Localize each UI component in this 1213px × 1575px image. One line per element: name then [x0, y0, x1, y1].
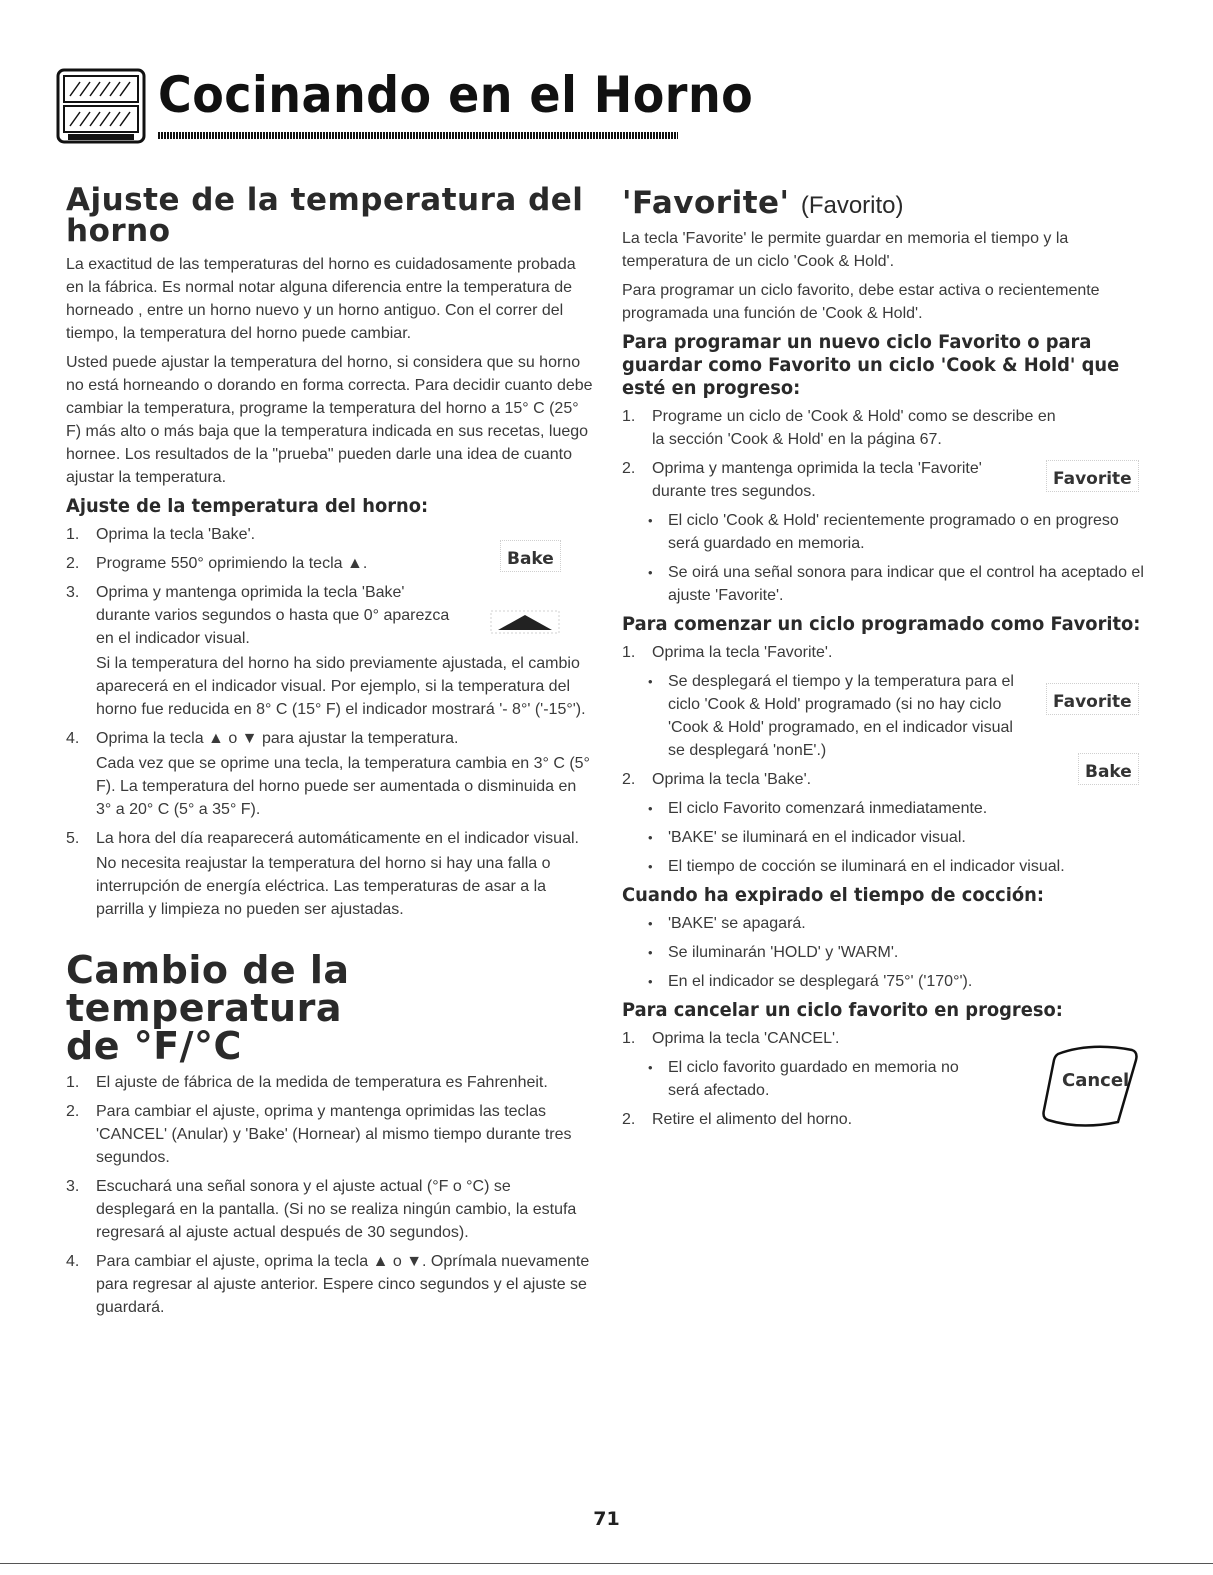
list-item: 1. Oprima la tecla 'Favorite'.: [622, 644, 833, 661]
list-item: 3. Escuchará una señal sonora y el ajuste actual (°F o °C) se desplegará en la pantalla. (Si no se realiza ningún cambio, la estufa regresará al ajuste actual después de 30 segundos).: [66, 1178, 577, 1241]
subheading: Ajuste de la temperatura del horno:: [66, 495, 429, 517]
up-arrow-key-icon[interactable]: [490, 610, 560, 634]
list-item: • El ciclo favorito guardado en memoria no será afectado.: [622, 1056, 1154, 1102]
section-title-favorite: 'Favorite' (Favorito): [622, 185, 904, 221]
paragraph: La exactitud de las temperaturas del horno es cuidadosamente probada en la fábrica. Es normal notar alguna diferencia entre la temperatura de horneado , entre un horno nuevo y un horno antiguo. Con el correr del tiempo, la temperatura del horno puede cambiar.: [66, 256, 576, 342]
steps-list: [622, 641, 1154, 664]
bullet-list: [622, 509, 1154, 607]
bullet-list: [622, 797, 1154, 878]
list-item: 1. Oprima la tecla 'CANCEL'.: [622, 1030, 840, 1047]
list-item: 1. Programe un ciclo de 'Cook & Hold' como se describe en la sección 'Cook & Hold' en la página 67.: [622, 408, 1056, 448]
section-title-temp-units: Cambio de la temperatura de °F/°C: [66, 948, 350, 1068]
bake-key[interactable]: Bake: [1078, 753, 1139, 785]
list-note: Si la temperatura del horno ha sido previamente ajustada, el cambio aparecerá en el indicador visual. Por ejemplo, si la temperatura del horno fue reducida en 8° C (15° F) el indicador mostrará '- 8°' ('-15°').: [96, 655, 586, 718]
steps-list: [66, 523, 594, 921]
steps-list: [66, 1071, 594, 1319]
list-item: 2. Oprima y mantenga oprimida la tecla 'Favorite' durante tres segundos.: [622, 460, 982, 500]
right-column: [622, 185, 1154, 1137]
list-note: Cada vez que se oprime una tecla, la temperatura cambia en 3° C (5° F). La temperatura del horno puede ser aumentada o disminuida en 3° a 20° C (5° a 35° F).: [96, 755, 590, 818]
list-item: • Se iluminarán 'HOLD' y 'WARM'.: [622, 941, 1154, 964]
left-column: [66, 182, 594, 1325]
list-item: • El ciclo Favorito comenzará inmediatamente.: [622, 797, 1154, 820]
list-item: 3. Oprima y mantenga oprimida la tecla 'Bake' durante varios segundos o hasta que 0° aparezca en el indicador visual.: [66, 584, 450, 647]
bake-key[interactable]: Bake: [500, 540, 561, 572]
list-item: • El ciclo 'Cook & Hold' recientemente programado o en progreso será guardado en memoria.: [622, 509, 1154, 555]
list-item: • 'BAKE' se iluminará en el indicador visual.: [622, 826, 1154, 849]
list-item: • 'BAKE' se apagará.: [622, 912, 1154, 935]
oven-icon: [56, 68, 146, 148]
list-item: 2. Oprima la tecla 'Bake'.: [622, 771, 812, 788]
paragraph: Usted puede ajustar la temperatura del horno, si considera que su horno no está horneando o dorando en forma correcta. Para decidir cuanto debe cambiar la temperatura, programe la temperatura del horno a 15° C (25° F) más alto o más baja que la temperatura indicada en sus recetas, luego hornee. Los resultados de la "prueba" pueden darle una idea de cuanto ajustar la temperatura.: [66, 354, 593, 486]
list-item: 2. Programe 550° oprimiendo la tecla ▲.: [66, 555, 368, 572]
list-item: 1. Oprima la tecla 'Bake'.: [66, 526, 256, 543]
paragraph: Para programar un ciclo favorito, debe estar activa o recientemente programada una función de 'Cook & Hold'.: [622, 282, 1100, 322]
favorite-key[interactable]: Favorite: [1046, 683, 1139, 715]
subheading: Para cancelar un ciclo favorito en progreso:: [622, 999, 1063, 1021]
list-note: No necesita reajustar la temperatura del horno si hay una falla o interrupción de energía eléctrica. Las temperaturas de asar a la parrilla y limpieza no pueden ser ajustadas.: [96, 855, 551, 918]
cancel-key-label: Cancel: [1062, 1070, 1130, 1091]
page-number: 71: [593, 1508, 620, 1530]
subheading: Para comenzar un ciclo programado como Favorito:: [622, 613, 1141, 635]
list-item: 2. Para cambiar el ajuste, oprima y mantenga oprimidas las teclas 'CANCEL' (Anular) y 'Bake' (Hornear) al mismo tiempo durante tres segundos.: [66, 1103, 572, 1166]
subheading: Cuando ha expirado el tiempo de cocción:: [622, 884, 1045, 906]
section-title-oven-temp: Ajuste de la temperatura del horno: [66, 182, 584, 249]
bullet-list: [622, 912, 1154, 993]
divider: [0, 1563, 1213, 1564]
list-item: 4. Oprima la tecla ▲ o ▼ para ajustar la temperatura.: [66, 730, 459, 747]
list-item: • En el indicador se desplegará '75°' ('170°').: [622, 970, 1154, 993]
page-title: Cocinando en el Horno: [158, 66, 754, 124]
list-item: 2. Retire el alimento del horno.: [622, 1111, 853, 1128]
title-rule: [158, 132, 678, 139]
list-item: 1. El ajuste de fábrica de la medida de temperatura es Fahrenheit.: [66, 1074, 548, 1091]
favorite-key[interactable]: Favorite: [1046, 460, 1139, 492]
list-item: 5. La hora del día reaparecerá automáticamente en el indicador visual.: [66, 830, 579, 847]
list-item: 4. Para cambiar el ajuste, oprima la tecla ▲ o ▼. Oprímala nuevamente para regresar al ajuste anterior. Espere cinco segundos y el ajuste se guardará.: [66, 1253, 590, 1316]
steps-list: [622, 768, 1154, 791]
page-header: [56, 60, 754, 150]
list-item: • El tiempo de cocción se iluminará en el indicador visual.: [622, 855, 1154, 878]
subheading: Para programar un nuevo ciclo Favorito o para guardar como Favorito un ciclo 'Cook & Hold' que esté en progreso:: [622, 331, 1120, 399]
cancel-key[interactable]: [1040, 1040, 1140, 1130]
list-item: • Se oirá una señal sonora para indicar que el control ha aceptado el ajuste 'Favorite'.: [622, 561, 1154, 607]
paragraph: La tecla 'Favorite' le permite guardar en memoria el tiempo y la temperatura de un ciclo 'Cook & Hold'.: [622, 230, 1069, 270]
list-item: • Se desplegará el tiempo y la temperatura para el ciclo 'Cook & Hold' programado (si no hay ciclo 'Cook & Hold' programado, en el indicador visual se desplegará 'nonE'.): [622, 670, 1154, 762]
